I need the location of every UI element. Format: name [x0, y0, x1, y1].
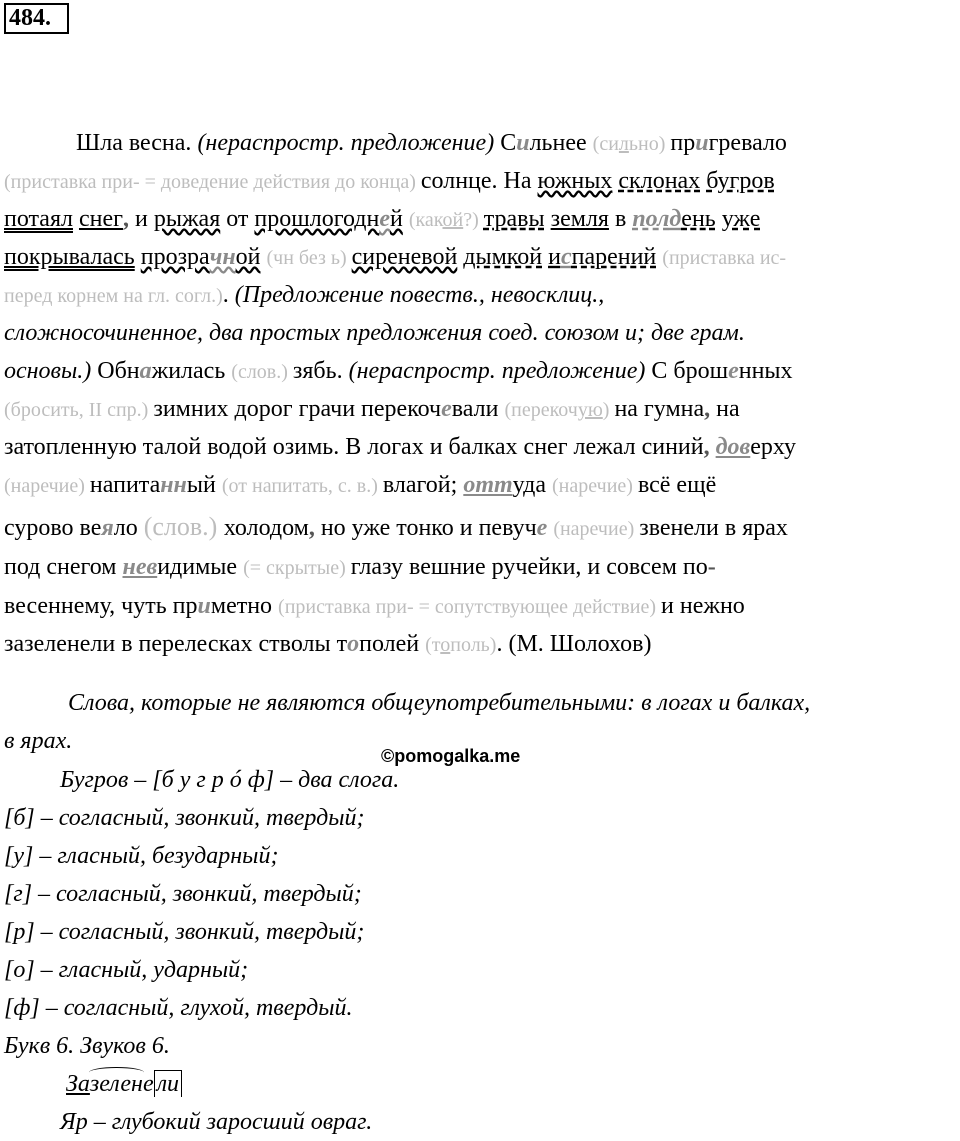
- text-line-4: покрывалась прозрачной (чн без ь) сиреневой дымкой испарений (приставка ис-: [4, 244, 787, 270]
- text-line-7: основы.) Обнажилась (слов.) зябь. (нераспростр. предложение) С брошенных: [4, 358, 793, 384]
- analysis-line-2: в ярах.: [4, 728, 73, 754]
- text-line-8: (бросить, II спр.) зимних дорог грачи перекочевали (перекочую) на гумна, на: [4, 396, 740, 422]
- text-line-10: (наречие) напитанный (от напитать, с. в.) влагой; оттуда (наречие) всё ещё: [4, 472, 717, 498]
- analysis-line-10: Букв 6. Звуков 6.: [4, 1033, 170, 1059]
- text-line-13: весеннему, чуть приметно (приставка при- = сопутствующее действие) и нежно: [4, 593, 745, 619]
- text-line-2: (приставка при- = доведение действия до конца) солнце. На южных склонах бугров: [4, 168, 775, 194]
- text-line-9: затопленную талой водой озимь. В логах и балках снег лежал синий, доверху: [4, 434, 797, 460]
- text-line-1: Шла весна. (нераспростр. предложение) Сильнее (сильно) пригревало: [76, 130, 787, 156]
- text-line-3: потаял снег, и рыжая от прошлогодней (какой?) травы земля в полдень уже: [4, 206, 761, 232]
- word-prefix: За: [66, 1071, 90, 1097]
- word-parsing: [66, 1065, 182, 1103]
- analysis-line-5: [у] – гласный, безударный;: [4, 843, 279, 869]
- exercise-number: 484.: [4, 3, 69, 34]
- analysis-line-7: [р] – согласный, звонкий, твердый;: [4, 919, 365, 945]
- text-line-5: перед корнем на гл. согл.). (Предложение повеств., невосклиц.,: [4, 282, 605, 308]
- text-line-11: сурово веяло (слов.) холодом, но уже тонко и певуче (наречие) звенели в ярах: [4, 512, 788, 541]
- text-line-14: зазеленели в перелесках стволы тополей (тополь). (М. Шолохов): [4, 631, 652, 657]
- text-line-6: сложносочиненное, два простых предложения соед. союзом и; две грам.: [4, 320, 745, 346]
- watermark: ©pomogalka.me: [381, 746, 521, 766]
- word-root: зелен: [90, 1065, 143, 1103]
- analysis-line-6: [г] – согласный, звонкий, твердый;: [4, 881, 362, 907]
- analysis-line-4: [б] – согласный, звонкий, твердый;: [4, 805, 365, 831]
- word-suffix: е: [142, 1071, 154, 1097]
- analysis-line-12: Яр – глубокий заросший овраг.: [60, 1109, 373, 1135]
- text-line-12: под снегом невидимые (= скрытые) глазу вешние ручейки, и совсем по-: [4, 554, 716, 580]
- analysis-line-3: Бугров – [б у г р ó ф] – два слога.: [60, 767, 400, 793]
- analysis-line-8: [о] – гласный, ударный;: [4, 957, 249, 983]
- word-ending: ли: [154, 1070, 182, 1097]
- analysis-line-1: Слова, которые не являются общеупотребительными: в логах и балках,: [68, 690, 811, 716]
- analysis-line-9: [ф] – согласный, глухой, твердый.: [4, 995, 353, 1021]
